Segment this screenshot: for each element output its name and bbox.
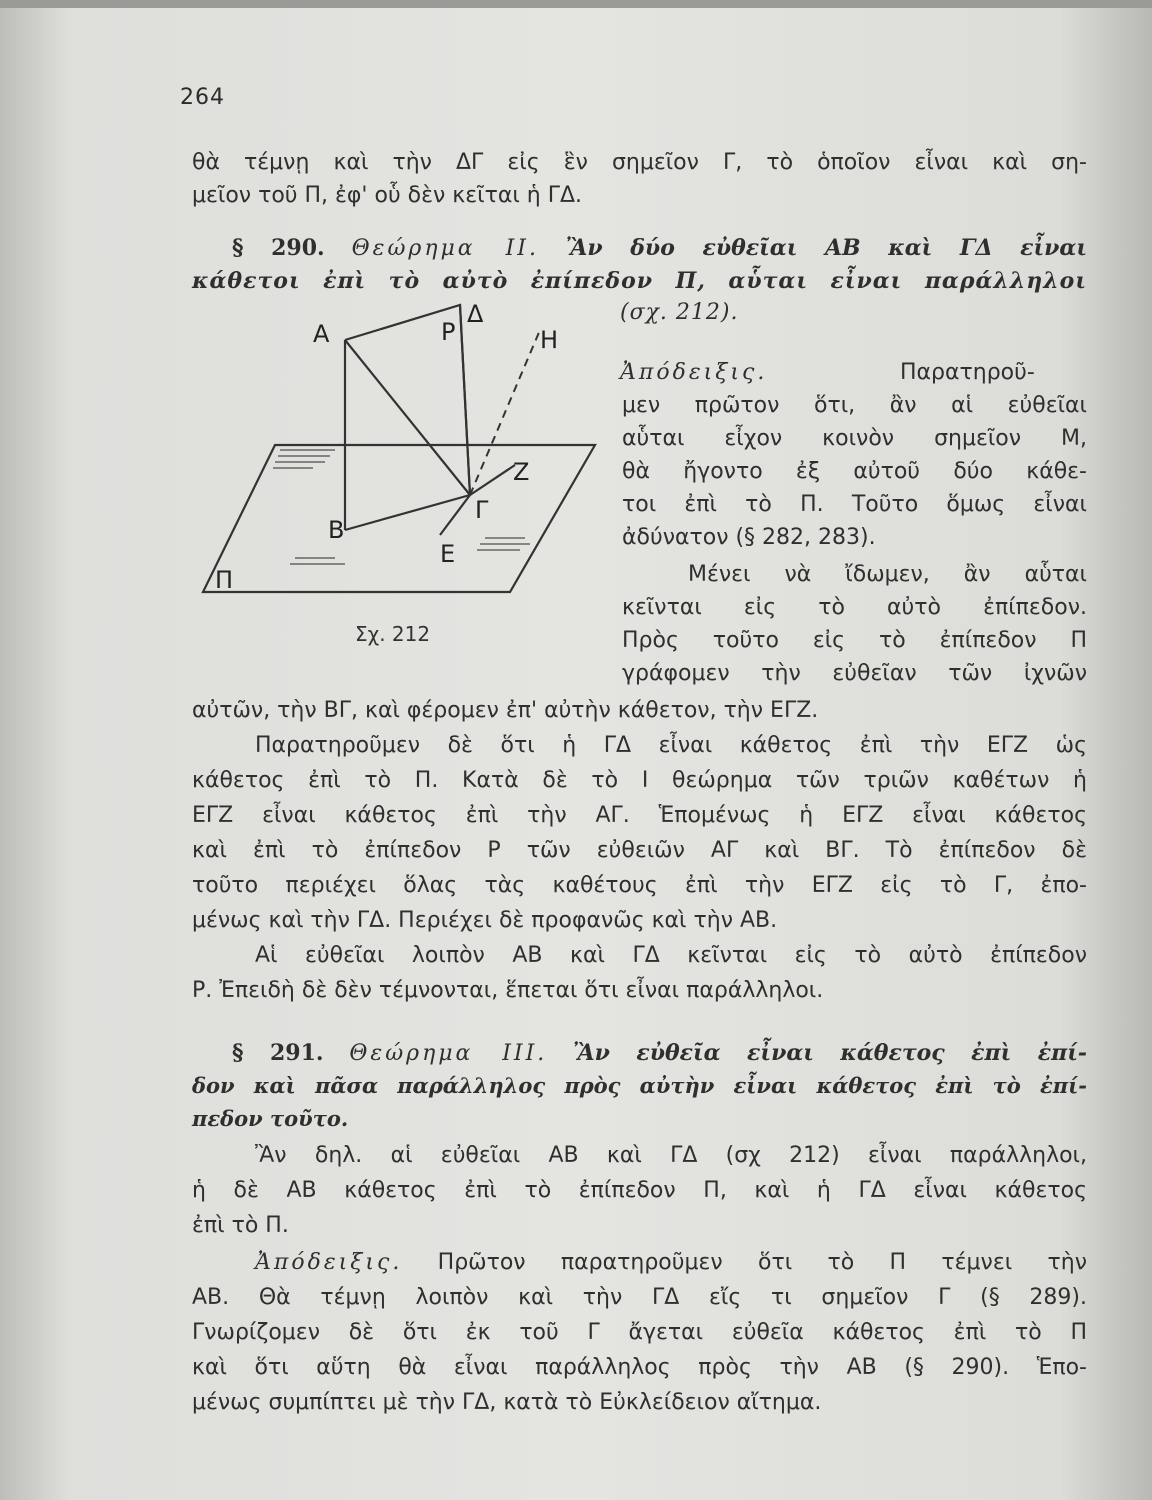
proof-label: Ἀπόδειξις.: [255, 1250, 403, 1275]
text-line: Γνωρίζομεν δὲ ὅτι ἐκ τοῦ Γ ἄγεται εὐθεῖα κάθετος ἐπὶ τὸ Π: [192, 1320, 1087, 1345]
text-line: Παρατηροῦ-: [900, 360, 1035, 385]
text-line: ἀδύνατον (§ 282, 283).: [622, 525, 876, 550]
theorem-291-heading: [232, 1040, 1087, 1066]
proof-label: Ἀπόδειξις.: [620, 360, 768, 385]
text-line: μένως καὶ τὴν ΓΔ. Περιέχει δὲ προφανῶς καὶ τὴν ΑΒ.: [192, 908, 778, 933]
figure-caption: Σχ. 212: [355, 622, 431, 646]
line-gd: [460, 305, 470, 495]
text-line: μένως συμπίπτει μὲ τὴν ΓΔ, κατὰ τὸ Εὐκλείδειον αἴτημα.: [192, 1390, 822, 1415]
plane-pi: [203, 445, 595, 592]
theorem-label: Θεώρημα III.: [349, 1041, 548, 1066]
theorem-label: Θεώρημα II.: [351, 236, 539, 261]
text-line: ΑΒ. Θὰ τέμνῃ λοιπὸν καὶ τὴν ΓΔ εἴς τι σημεῖον Γ (§ 289).: [192, 1285, 1087, 1310]
label-h: Η: [540, 326, 559, 354]
proof-text: Πρῶτον παρατηροῦμεν ὅτι τὸ Π τέμνει τὴν: [437, 1250, 1087, 1275]
label-g: Γ: [475, 496, 489, 524]
text-line: Ρ. Ἐπειδὴ δὲ δὲν τέμνονται, ἕπεται ὅτι εἶναι παράλληλοι.: [192, 978, 824, 1003]
label-b: Β: [328, 516, 345, 544]
theorem-statement: Ἂν δύο εὐθεῖαι ΑΒ καὶ ΓΔ εἶναι: [565, 235, 1087, 261]
line-ag: [345, 340, 470, 495]
text-line: μεν πρῶτον ὅτι, ἂν αἱ εὐθεῖαι: [622, 393, 1087, 418]
text-line: ἡ δὲ ΑΒ κάθετος ἐπὶ τὸ ἐπίπεδον Π, καὶ ἡ ΓΔ εἶναι κάθετος: [192, 1178, 1087, 1203]
text-line: Ἂν δηλ. αἱ εὐθεῖαι ΑΒ καὶ ΓΔ (σχ 212) εἶναι παράλληλοι,: [255, 1143, 1087, 1168]
figure-212: [195, 300, 615, 630]
diagram-dashed: [345, 330, 540, 530]
text-line: θὰ ἤγοντο ἐξ αὐτοῦ δύο κάθε-: [622, 459, 1087, 484]
section-number: § 290.: [232, 235, 325, 261]
page-number: 264: [180, 85, 225, 110]
diagram-lines: [203, 305, 595, 592]
text-line: κάθετος ἐπὶ τὸ Π. Κατὰ δὲ τὸ Ι θεώρημα τῶν τριῶν καθέτων ἡ: [192, 768, 1087, 793]
text-line: μεῖον τοῦ Π, ἐφ' οὗ δὲν κεῖται ἡ ΓΔ.: [192, 183, 583, 208]
text-line: αὐτῶν, τὴν ΒΓ, καὶ φέρομεν ἐπ' αὐτὴν κάθετον, τὴν ΕΓΖ.: [192, 698, 819, 723]
text-line: τοῦτο περιέχει ὅλας τὰς καθέτους ἐπὶ τὴν ΕΓΖ εἰς τὸ Γ, ἐπο-: [192, 873, 1087, 898]
text-line: τοι ἐπὶ τὸ Π. Τοῦτο ὅμως εἶναι: [622, 492, 1087, 517]
text-line: ἐπὶ τὸ Π.: [192, 1213, 289, 1238]
scan-edge: [0, 0, 1152, 8]
label-p: Ρ: [441, 318, 456, 346]
label-pi: Π: [215, 566, 234, 594]
text-line: ΕΓΖ εἶναι κάθετος ἐπὶ τὴν ΑΓ. Ἑπομένως ἡ ΕΓΖ εἶναι κάθετος: [192, 803, 1087, 828]
theorem-statement: δον καὶ πᾶσα παράλληλος πρὸς αὐτὴν εἶναι κάθετος ἐπὶ τὸ ἐπί-: [192, 1073, 1087, 1098]
text-line: Παρατηροῦμεν δὲ ὅτι ἡ ΓΔ εἶναι κάθετος ἐπὶ τὴν ΕΓΖ ὡς: [255, 733, 1087, 758]
label-a: Α: [313, 320, 330, 348]
label-e: Ε: [440, 540, 456, 568]
figure-reference: (σχ. 212).: [620, 300, 739, 325]
label-z: Ζ: [513, 458, 530, 486]
text-line: καὶ ὅτι αὕτη θὰ εἶναι παράλληλος πρὸς τὴν ΑΒ (§ 290). Ἑπο-: [192, 1355, 1087, 1380]
text-line: κεῖνται εἰς τὸ αὐτὸ ἐπίπεδον.: [622, 595, 1087, 620]
text-line: θὰ τέμνῃ καὶ τὴν ΔΓ εἰς ἓν σημεῖον Γ, τὸ ὁποῖον εἶναι καὶ ση-: [192, 150, 1087, 175]
theorem-statement: Ἂν εὐθεῖα εἶναι κάθετος ἐπὶ ἐπί-: [573, 1040, 1088, 1066]
line-bg: [345, 495, 470, 530]
text-line: καὶ ἐπὶ τὸ ἐπίπεδον Ρ τῶν εὐθειῶν ΑΓ καὶ ΒΓ. Τὸ ἐπίπεδον δὲ: [192, 838, 1087, 863]
text-line: Αἱ εὐθεῖαι λοιπὸν ΑΒ καὶ ΓΔ κεῖνται εἰς τὸ αὐτὸ ἐπίπεδον: [255, 943, 1087, 968]
text-line: Μένει νὰ ἴδωμεν, ἂν αὗται: [688, 562, 1087, 587]
theorem-statement: κάθετοι ἐπὶ τὸ αὐτὸ ἐπίπεδον Π, αὗται εἶναι παράλληλοι: [192, 268, 1087, 294]
proof-line: [255, 1250, 1087, 1275]
shading: [273, 450, 530, 564]
text-line: Πρὸς τοῦτο εἰς τὸ ἐπίπεδον Π: [622, 628, 1087, 653]
section-number: § 291.: [232, 1040, 324, 1066]
theorem-statement: πεδον τοῦτο.: [192, 1106, 349, 1131]
text-line: αὗται εἶχον κοινὸν σημεῖον Μ,: [622, 426, 1087, 451]
theorem-290-heading: [232, 235, 1087, 261]
label-d: Δ: [467, 300, 484, 328]
text-line: γράφομεν τὴν εὐθεῖαν τῶν ἰχνῶν: [622, 661, 1087, 686]
